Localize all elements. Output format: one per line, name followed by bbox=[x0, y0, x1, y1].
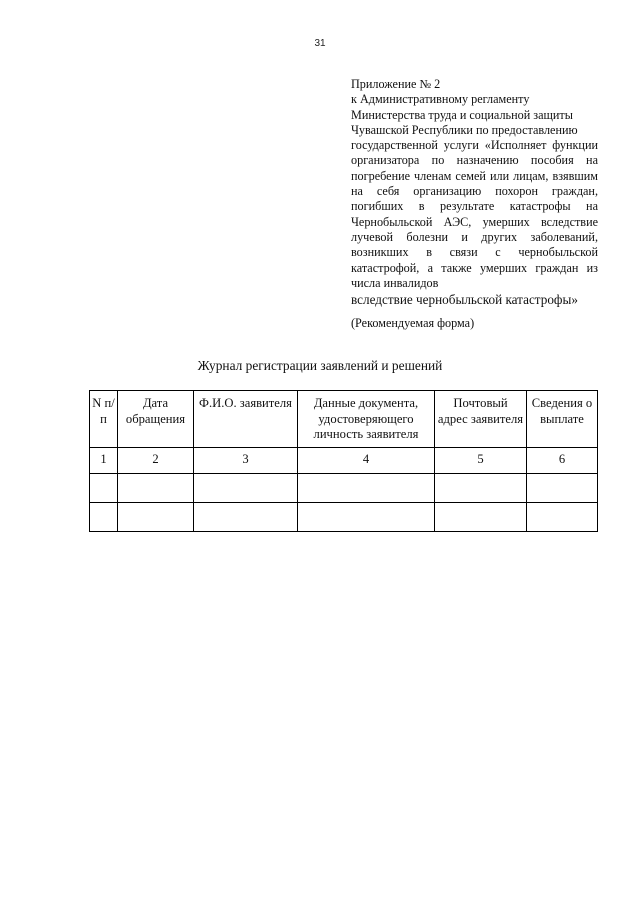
appendix-last-line: вследствие чернобыльской катастрофы» bbox=[351, 292, 578, 308]
appendix-body: государственной услуги «Исполняет функции организатора по назначению пособия на погребение членам семей или лицам, взявшим на себя организацию похорон граждан, погибших в результате катастрофы на Чернобыльской АЭС, умерших вследствие лучевой болезни и других заболеваний, возникших в связи с чернобыльской катастрофой, а также умерших граждан из числа инвалидов bbox=[351, 138, 598, 290]
number-cell: 5 bbox=[435, 448, 527, 474]
empty-cell bbox=[90, 503, 118, 532]
number-cell: 1 bbox=[90, 448, 118, 474]
appendix-line-3: Министерства труда и социальной защиты bbox=[351, 107, 573, 122]
header-cell-number: N п/п bbox=[90, 391, 118, 448]
number-cell: 2 bbox=[118, 448, 194, 474]
header-cell-name: Ф.И.О. заявителя bbox=[194, 391, 298, 448]
page-number: 31 bbox=[314, 38, 326, 49]
empty-cell bbox=[298, 474, 435, 503]
header-cell-date: Дата обращения bbox=[118, 391, 194, 448]
empty-cell bbox=[194, 474, 298, 503]
empty-cell bbox=[118, 503, 194, 532]
empty-cell bbox=[118, 474, 194, 503]
empty-cell bbox=[527, 503, 598, 532]
table-number-row bbox=[90, 448, 598, 474]
number-cell: 4 bbox=[298, 448, 435, 474]
empty-cell bbox=[527, 474, 598, 503]
empty-cell bbox=[435, 474, 527, 503]
empty-cell bbox=[298, 503, 435, 532]
table-row bbox=[90, 474, 598, 503]
appendix-header bbox=[351, 77, 598, 307]
appendix-line-4: Чувашской Республики по предоставлению bbox=[351, 122, 578, 137]
journal-title: Журнал регистрации заявлений и решений bbox=[197, 358, 443, 373]
recommended-form-label: (Рекомендуемая форма) bbox=[351, 316, 475, 330]
table-header-row bbox=[90, 391, 598, 448]
empty-cell bbox=[90, 474, 118, 503]
header-cell-payment: Сведения о выплате bbox=[527, 391, 598, 448]
number-cell: 6 bbox=[527, 448, 598, 474]
table-row bbox=[90, 503, 598, 532]
empty-cell bbox=[194, 503, 298, 532]
appendix-line-2: к Административному регламенту bbox=[351, 92, 530, 107]
header-cell-document: Данные документа, удостоверяющего личность заявителя bbox=[298, 391, 435, 448]
header-cell-address: Почтовый адрес заявителя bbox=[435, 391, 527, 448]
empty-cell bbox=[435, 503, 527, 532]
appendix-line-1: Приложение № 2 bbox=[351, 77, 441, 91]
number-cell: 3 bbox=[194, 448, 298, 474]
journal-table bbox=[89, 390, 598, 532]
